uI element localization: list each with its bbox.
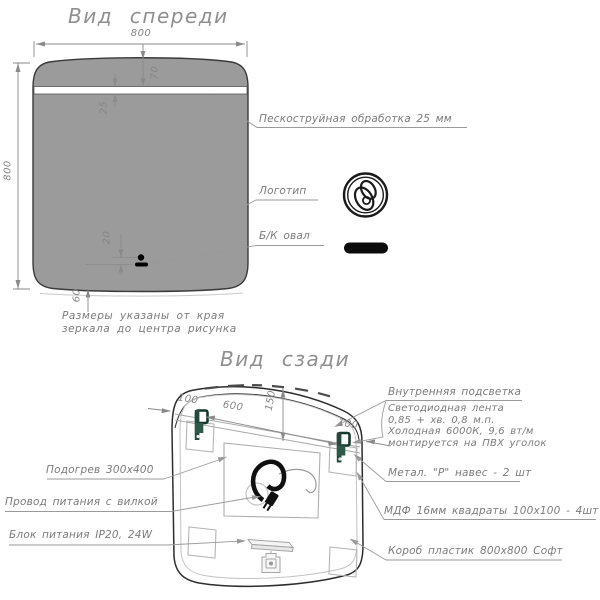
led-line-4: монтируется на ПВХ уголок — [388, 437, 547, 449]
back-dim-left-offset: 100 — [176, 392, 200, 407]
front-dim-strip-width: 25 — [98, 100, 110, 115]
label-led-strip — [388, 403, 547, 449]
front-view-title: Вид спереди — [68, 4, 229, 28]
led-line-2: 0,85 + хв. 0,8 м.п. — [388, 414, 495, 426]
front-note-line2: зеркала до центра рисунка — [62, 323, 237, 335]
led-line-3: Холодная 6000К, 9,6 вт/м — [388, 426, 534, 437]
front-note — [62, 310, 237, 336]
front-dim-bottom-offset: 60 — [71, 288, 83, 303]
label-logo: Логотип — [259, 185, 307, 197]
front-dim-width: 800 — [130, 28, 152, 39]
label-psu: Блок питания IP20, 24W — [9, 529, 153, 541]
back-dim-center: 600 — [221, 399, 245, 414]
label-heating: Подогрев 300x400 — [46, 464, 154, 476]
sandblast-strip — [34, 87, 247, 95]
front-note-line1: Размеры указаны от края — [62, 310, 225, 322]
back-dim-right-offset: 100 — [336, 417, 360, 432]
front-dim-logo-gap: 20 — [101, 230, 113, 245]
power-cord-icon — [246, 462, 316, 512]
back-dim-top-offset: 150 — [263, 389, 279, 412]
label-cord: Провод питания с вилкой — [5, 496, 158, 508]
back-view-title: Вид сзади — [220, 347, 351, 371]
label-box: Короб пластик 800x800 Софт — [388, 545, 563, 557]
label-hanger: Метал. "Р" навес - 2 шт — [388, 467, 532, 479]
hanger-icon — [337, 433, 350, 463]
oval-position-mark — [135, 263, 148, 267]
logo-position-dot — [138, 254, 144, 260]
plug-icon — [262, 551, 280, 573]
heater-rect — [224, 443, 320, 518]
label-backlight: Внутренняя подсветка — [388, 386, 522, 398]
front-dim-strip-offset: 70 — [149, 65, 161, 80]
label-oval: Б/К овал — [259, 230, 310, 242]
front-dim-height: 800 — [2, 160, 14, 181]
logo-icon — [344, 174, 387, 217]
label-mdf: МДФ 16мм квадраты 100x100 - 4шт — [384, 505, 599, 517]
oval-icon — [344, 243, 388, 254]
label-sandblast: Пескоструйная обработка 25 мм — [259, 113, 452, 125]
led-line-1: Светодиодная лента — [388, 403, 504, 414]
power-supply-icon — [248, 540, 293, 552]
